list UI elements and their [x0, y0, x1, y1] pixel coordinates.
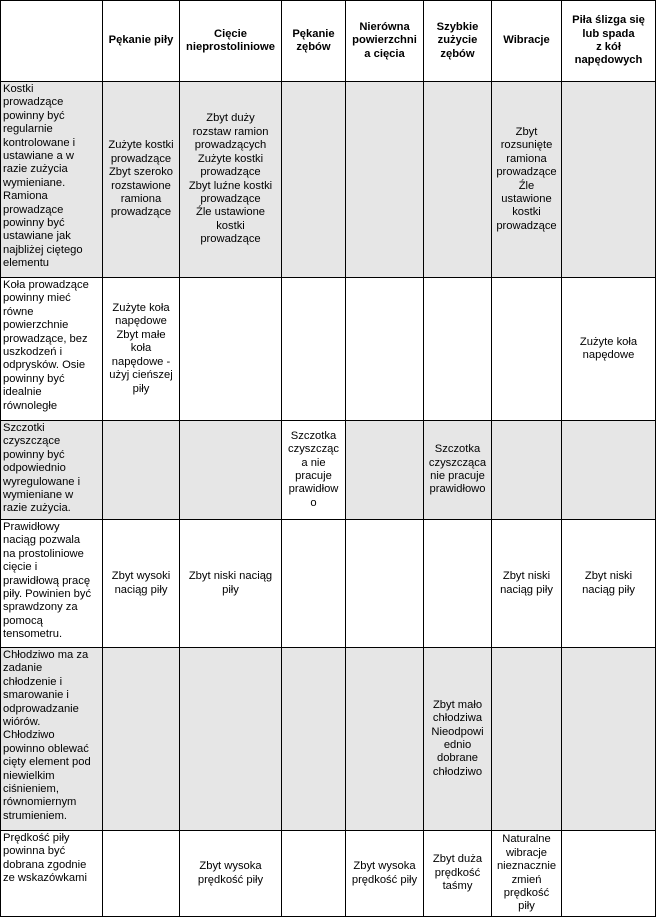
- table-cell: Zużyte kostki prowadzące Zbyt szeroko rozstawione ramiona prowadzące: [103, 82, 180, 278]
- table-cell: Zużyte koła napędowe: [562, 278, 656, 421]
- table-cell: Zbyt duży rozstaw ramion prowadzących Zużyte kostki prowadzące Zbyt luźne kostki prowadzące Źle ustawione kostki prowadzące: [180, 82, 282, 278]
- table-cell: [562, 648, 656, 831]
- table-cell: [180, 421, 282, 520]
- row-description-cell: Prawidłowy naciąg pozwala na prostoliniowe cięcie i prawidłową pracę piły. Powinien być sprawdzony za pomocą tensometru.: [1, 520, 103, 648]
- header-pekanie-pily: Pękanie piły: [103, 1, 180, 82]
- table-cell: [346, 520, 424, 648]
- table-cell: [282, 831, 346, 917]
- table-cell: [180, 278, 282, 421]
- table-cell: Zbyt mało chłodziwa Nieodpowi ednio dobrane chłodziwo: [424, 648, 492, 831]
- table-cell: [424, 278, 492, 421]
- table-cell: Zbyt niski naciąg piły: [180, 520, 282, 648]
- table-row: [1, 82, 656, 278]
- row-description-cell: Kostki prowadzące powinny być regularnie kontrolowane i ustawiane a w razie zużycia wymieniane. Ramiona prowadzące powinny być ustawiane jak najbliżej ciętego elementu: [1, 82, 103, 278]
- table-cell: Zbyt wysoka prędkość piły: [180, 831, 282, 917]
- table-cell: [282, 648, 346, 831]
- table-cell: Zbyt niski naciąg piły: [562, 520, 656, 648]
- table-cell: Zbyt duża prędkość taśmy: [424, 831, 492, 917]
- row-description-cell: Chłodziwo ma za zadanie chłodzenie i smarowanie i odprowadzanie wiórów. Chłodziwo powinno oblewać cięty element pod niewielkim ciśnieniem, równomiernym strumieniem.: [1, 648, 103, 831]
- table-cell: [424, 520, 492, 648]
- header-nierowna-powierzchnia: Nierówna powierzchni a cięcia: [346, 1, 424, 82]
- table-cell: Zbyt wysoki naciąg piły: [103, 520, 180, 648]
- table-cell: Szczotka czyszcząca nie pracuje prawidłowo: [424, 421, 492, 520]
- table-cell: [282, 82, 346, 278]
- table-cell: Zbyt rozsunięte ramiona prowadzące Źle ustawione kostki prowadzące: [492, 82, 562, 278]
- table-cell: [424, 82, 492, 278]
- table-cell: [103, 421, 180, 520]
- table-cell: [492, 421, 562, 520]
- table-cell: [346, 421, 424, 520]
- table-cell: [346, 278, 424, 421]
- table-cell: [346, 82, 424, 278]
- table-cell: [562, 82, 656, 278]
- table-cell: [103, 831, 180, 917]
- table-row: [1, 278, 656, 421]
- table-cell: [562, 421, 656, 520]
- header-corner-cell: [1, 1, 103, 82]
- table-cell: [103, 648, 180, 831]
- table-cell: Zbyt wysoka prędkość piły: [346, 831, 424, 917]
- table-cell: [282, 278, 346, 421]
- table-cell: [562, 831, 656, 917]
- row-description-cell: Koła prowadzące powinny mieć równe powierzchnie prowadzące, bez uszkodzeń i odprysków. Osie powinny być idealnie równoległe: [1, 278, 103, 421]
- table-cell: [492, 278, 562, 421]
- header-wibracje: Wibracje: [492, 1, 562, 82]
- table-row: [1, 520, 656, 648]
- table-cell: [180, 648, 282, 831]
- table-row: [1, 831, 656, 917]
- header-pila-slizga-sie: Piła ślizga się lub spada z kół napędowych: [562, 1, 656, 82]
- row-description-cell: Szczotki czyszczące powinny być odpowiednio wyregulowane i wymieniane w razie zużycia.: [1, 421, 103, 520]
- row-description-cell: Prędkość piły powinna być dobrana zgodnie ze wskazówkami: [1, 831, 103, 917]
- table-cell: Zużyte koła napędowe Zbyt małe koła napędowe - użyj cieńszej piły: [103, 278, 180, 421]
- header-pekanie-zebow: Pękanie zębów: [282, 1, 346, 82]
- table-cell: [492, 648, 562, 831]
- table-row: [1, 648, 656, 831]
- table-cell: Szczotka czyszcząc a nie pracuje prawidłow o: [282, 421, 346, 520]
- table-cell: [346, 648, 424, 831]
- table-cell: Zbyt niski naciąg piły: [492, 520, 562, 648]
- table-cell: Naturalne wibracje nieznacznie zmień prędkość piły: [492, 831, 562, 917]
- header-row: [1, 1, 656, 82]
- table-cell: [282, 520, 346, 648]
- table-row: [1, 421, 656, 520]
- header-ciecie-nieprostoliniowe: Cięcie nieprostoliniowe: [180, 1, 282, 82]
- header-szybkie-zuzycie-zebow: Szybkie zużycie zębów: [424, 1, 492, 82]
